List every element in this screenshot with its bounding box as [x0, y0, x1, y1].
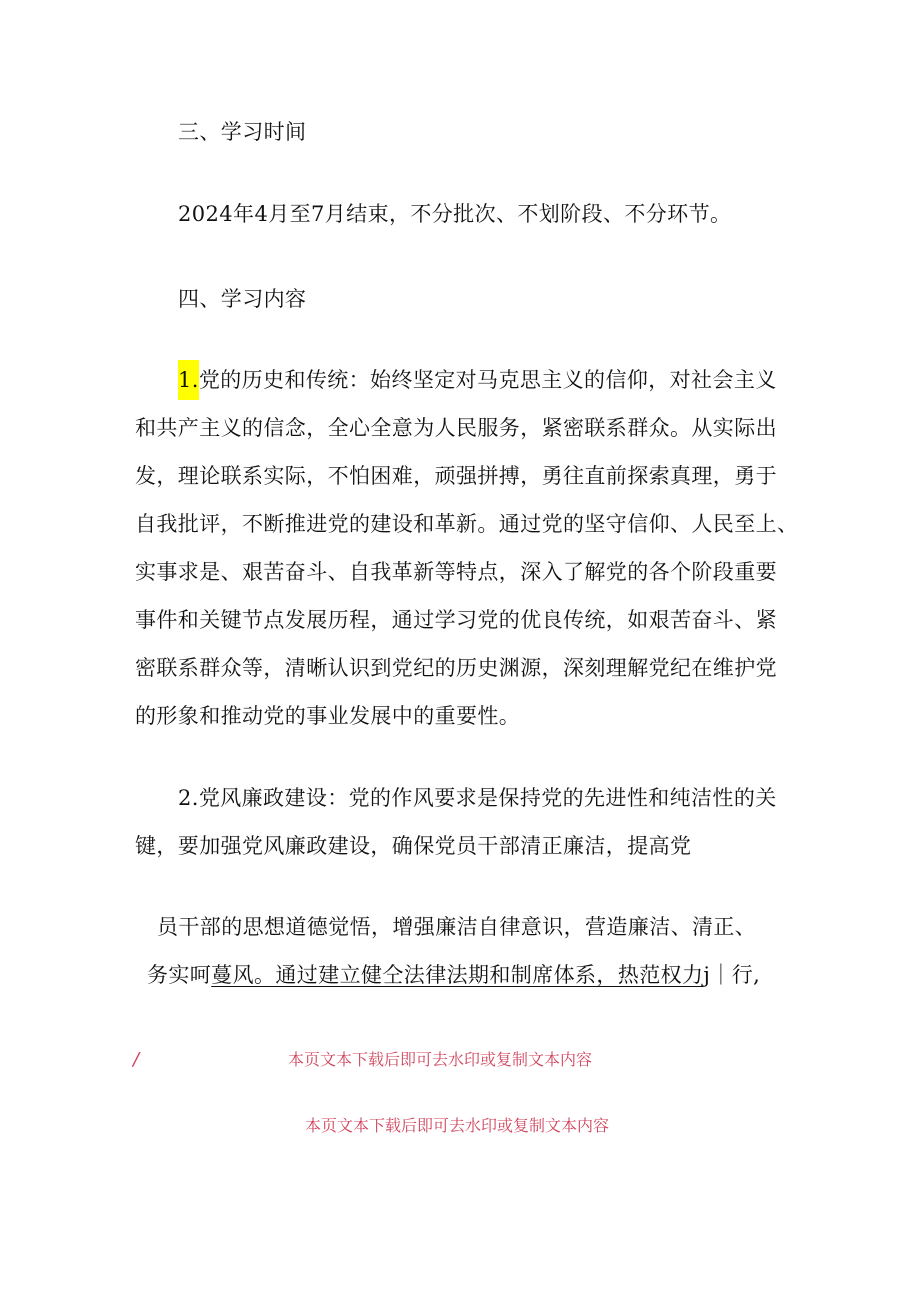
item-1-number-highlight: 1. — [178, 360, 199, 400]
item-2-line-1: 2.党风廉政建设：党的作风要求是保持党的先进性和纯洁性的关 — [178, 786, 777, 810]
item-2-line-2: 键，要加强党风廉政建设，确保党员干部清正廉洁，提高党 — [135, 834, 692, 858]
item-2-line-4-prefix: 务实呵 — [147, 963, 212, 987]
item-1-line-4: 自我批评，不断推进党的建设和革新。通过党的坚守信仰、人民至上、 — [135, 512, 799, 536]
item-2-line-4 — [147, 959, 760, 991]
item-1-line-1 — [178, 364, 777, 396]
item-2-line-4-suffix: j｜行, — [703, 963, 761, 987]
section-3-body: 2024年4月至7月结束，不分批次、不划阶段、不分环节。 — [178, 202, 732, 226]
watermark-text-1: 本页文本下载后即可去水印或复制文本内容 — [288, 1050, 593, 1069]
watermark-text-2: 本页文本下载后即可去水印或复制文本内容 — [305, 1116, 610, 1135]
item-2-line-4-underlined: 蔓风。通过建立健仝法律法期和制席体系，热范权力 — [211, 963, 704, 987]
watermark-slash: / — [133, 1049, 140, 1070]
item-1-line-8: 的形象和推动党的事业发展中的重要性。 — [135, 704, 521, 728]
item-1-line-2: 和共产主义的信念，全心全意为人民服务，紧密联系群众。从实际出 — [135, 416, 777, 440]
item-1-line-3: 发，理论联系实际，不怕困难，顽强拼搏，勇往直前探索真理，勇于 — [135, 464, 777, 488]
item-1-line-6: 事件和关键节点发展历程，通过学习党的优良传统，如艰苦奋斗、紧 — [135, 608, 777, 632]
item-1-line-7: 密联系群众等，清晰认识到党纪的历史渊源，深刻理解党纪在维护党 — [135, 656, 777, 680]
item-2-line-3: 员干部的思想道德觉悟，增强廉洁自律意识，营造廉洁、清正、 — [157, 915, 757, 939]
section-4-heading: 四、学习内容 — [178, 287, 307, 311]
item-1-line-5: 实事求是、艰苦奋斗、自我革新等特点，深入了解党的各个阶段重要 — [135, 560, 777, 584]
item-1-line-1-text: 党的历史和传统：始终坚定对马克思主义的信仰，对社会主义 — [198, 368, 777, 392]
section-3-heading: 三、学习时间 — [178, 120, 307, 144]
